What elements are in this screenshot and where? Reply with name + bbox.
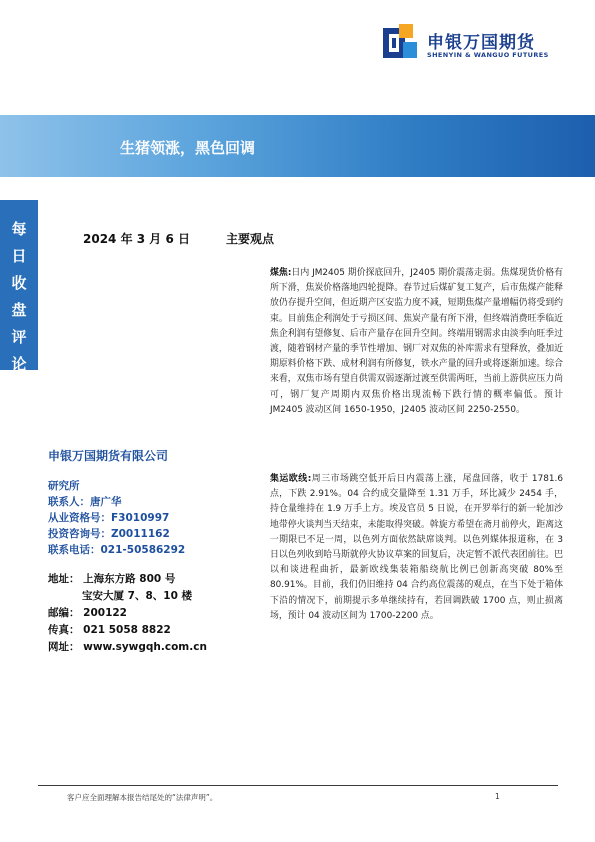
address-block [48,571,207,656]
brand-logo [381,22,561,64]
title-banner [0,115,595,177]
report-date: 2024 年 3 月 6 日 [83,232,190,246]
report-type-char: 论 [11,355,27,373]
footer-divider [38,785,558,786]
report-type-char: 评 [11,328,27,346]
report-type-char: 日 [11,247,27,265]
article-container-shipping [270,472,563,624]
fax: 传真： 021 5058 8822 [48,624,171,636]
department: 研究所 [48,480,80,492]
brand-name-en: SHENYIN & WANGUO FUTURES [427,51,549,59]
contact-person: 联系人：唐广华 [48,496,122,508]
brand-mark-icon [381,22,421,62]
address-line-2: 宝安大厦 7、8、10 楼 [82,590,193,602]
article-coking-coal [270,266,563,418]
brand-name-cn: 申银万国期货 [427,33,535,53]
postcode: 邮编： 200122 [48,607,127,619]
address-line-1: 地址： 上海东方路 800 号 [48,573,176,585]
report-type-char: 每 [11,220,27,238]
footer-disclaimer: 客户应全面理解本报告结尾处的“法律声明”。 [67,793,218,802]
contact-block [48,478,185,558]
article-body: 周三市场跳空低开后日内震荡上涨，尾盘回落，收于 1781.6 点，下跌 2.91%。04 合约成交量降至 1.31 万手，环比减少 2454 手，持仓量维持在 1.9 万手上方。埃及官员 5 日说，在开罗举行的新一轮加沙地带停火谈判当天结束，未能取得突破。斡旋方希望在斋月前停火，距离这一期限已不足一周，以色列方面依然缺席谈判。以色列媒体报道称，在 3 日以色列收到哈马斯就停火协议草案的回复后，决定暂不派代表团前往。巴以和谈进程曲折，最新欧线集装箱船绕航比例已创新高突破 80%至 80.91%。目前，我们仍旧维持 04 合约高位震荡的观点，在当下处于箱体下沿的情况下，前期提示多单继续持有，若回调跌破 1700 点，则止损离场，预计 04 波动区间为 1700-2200 点。 [270,474,563,621]
consult-number: 投资咨询号：Z0011162 [48,528,170,540]
report-title: 生猪领涨，黑色回调 [120,139,256,157]
report-type-tab [0,200,38,373]
report-type-char: 收 [11,274,27,292]
website-link[interactable]: 网址： www.sywgqh.com.cn [48,641,207,653]
article-label: 集运欧线: [270,474,312,484]
article-label: 煤焦: [270,268,292,278]
contact-phone: 联系电话：021-50586292 [48,544,186,556]
section-heading: 主要观点 [226,232,275,246]
report-type-char: 盘 [11,301,27,319]
license-number: 从业资格号：F3010997 [48,512,170,524]
article-body: 日内 JM2405 期价探底回升，J2405 期价震荡走弱。焦煤现货价格有所下滑，焦炭价格落地四轮提降。春节过后煤矿复工复产，后市焦煤产能释放仍存提升空间，但近期产区安监力度不减，短期焦煤产量增幅仍将受到约束。目前焦企利润处于亏损区间、焦炭产量有所下滑，但终端消费旺季临近焦企利润有望修复、后市产量存在回升空间。终端用钢需求由淡季向旺季过渡，随着钢材产量的季节性增加、钢厂对双焦的补库需求有望释放，叠加近期原料价格下跌、成材利润有所修复，铁水产量的回升或将逐渐加速。综合来看，双焦市场有望自供需双弱逐渐过渡至供需两旺，当前上游供应压力尚可，钢厂复产周期内双焦价格出现流畅下跌行情的概率偏低。预计 JM2405 波动区间 1650-1950，J2405 波动区间 2250-2550。 [270,268,563,415]
page-number: 1 [495,792,500,801]
company-name: 申银万国期货有限公司 [48,449,169,463]
